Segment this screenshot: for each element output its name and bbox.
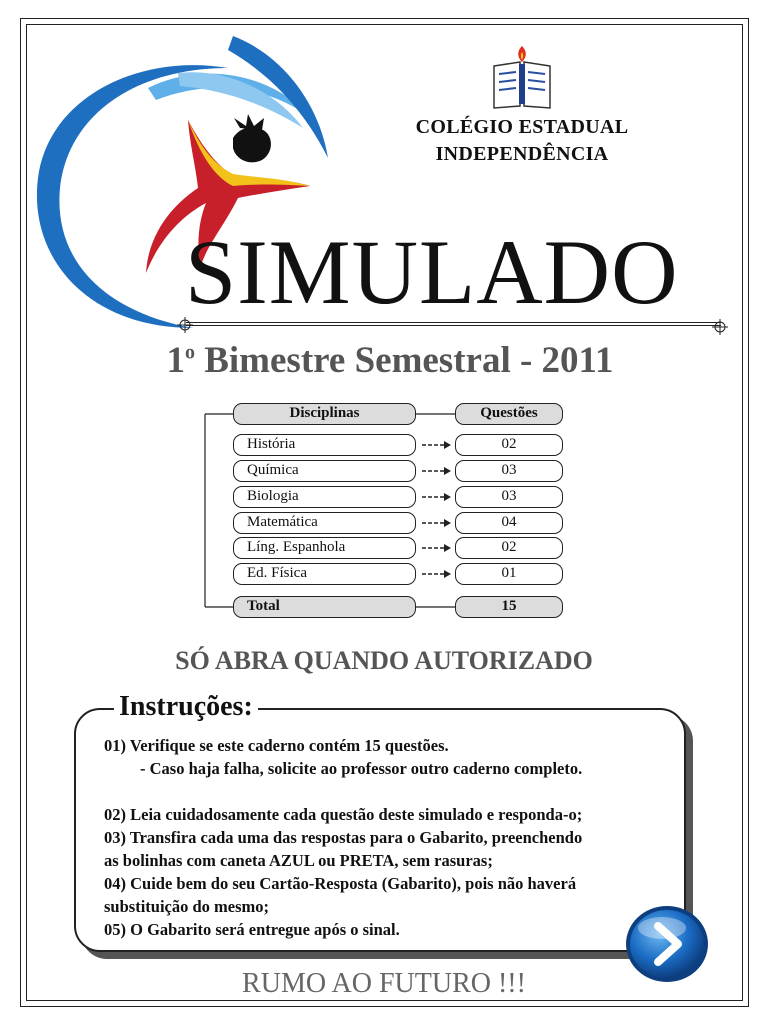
subtitle-ordinal-suffix: o [184, 341, 195, 364]
discipline-cell: Matemática [233, 512, 416, 534]
instruction-item: 03) Transfira cada uma das respostas para o Gabarito, preenchendo [104, 828, 583, 847]
instruction-item: - Caso haja falha, solicite ao professor outro caderno completo. [140, 759, 583, 778]
arrow-icon [422, 519, 451, 527]
questions-cell: 02 [455, 434, 563, 456]
instruction-item: substituição do mesmo; [104, 897, 270, 916]
instructions-list [104, 734, 664, 941]
instruction-item: 01) Verifique se este caderno contém 15 questões. [104, 736, 449, 755]
questions-cell: 01 [455, 563, 563, 585]
instruction-item: 02) Leia cuidadosamente cada questão deste simulado e responda-o; [104, 805, 583, 824]
school-name-line1: COLÉGIO ESTADUAL [415, 116, 629, 138]
instruction-item: 05) O Gabarito será entregue após o sinal. [104, 920, 400, 939]
subtitle-ordinal: 1 [166, 340, 185, 381]
arrow-icon [422, 467, 451, 475]
crosshair-mark-left [177, 317, 193, 333]
footer-slogan: RUMO AO FUTURO !!! [242, 968, 526, 999]
discipline-cell: História [233, 434, 416, 456]
arrow-icon [422, 544, 451, 552]
arrow-icon [422, 493, 451, 501]
instruction-item: as bolinhas com caneta AZUL ou PRETA, sem rasuras; [104, 851, 493, 870]
header-questoes: Questões [455, 403, 563, 425]
crosshair-mark-right [712, 319, 728, 335]
arrow-icon [422, 441, 451, 449]
discipline-cell: Líng. Espanhola [233, 537, 416, 559]
questions-cell: 02 [455, 537, 563, 559]
school-name-line2: INDEPENDÊNCIA [435, 143, 609, 165]
total-label: Total [233, 596, 416, 618]
header-disciplinas: Disciplinas [233, 403, 416, 425]
title-divider [186, 321, 721, 327]
questions-cell: 03 [455, 460, 563, 482]
subtitle-text: Bimestre Semestral - 2011 [204, 340, 614, 381]
questions-cell: 04 [455, 512, 563, 534]
instruction-item: 04) Cuide bem do seu Cartão-Resposta (Gabarito), pois não haverá [104, 874, 577, 893]
total-value: 15 [455, 596, 563, 618]
instructions-heading: Instruções: [114, 690, 258, 724]
discipline-cell: Química [233, 460, 416, 482]
discipline-cell: Ed. Física [233, 563, 416, 585]
page-title: SIMULADO [185, 221, 679, 323]
discipline-cell: Biologia [233, 486, 416, 508]
arrow-icon [422, 570, 451, 578]
warning-text: SÓ ABRA QUANDO AUTORIZADO [175, 646, 593, 675]
subtitle [120, 338, 660, 384]
open-book-torch-emblem [486, 44, 558, 110]
questions-cell: 03 [455, 486, 563, 508]
school-name [392, 114, 652, 168]
